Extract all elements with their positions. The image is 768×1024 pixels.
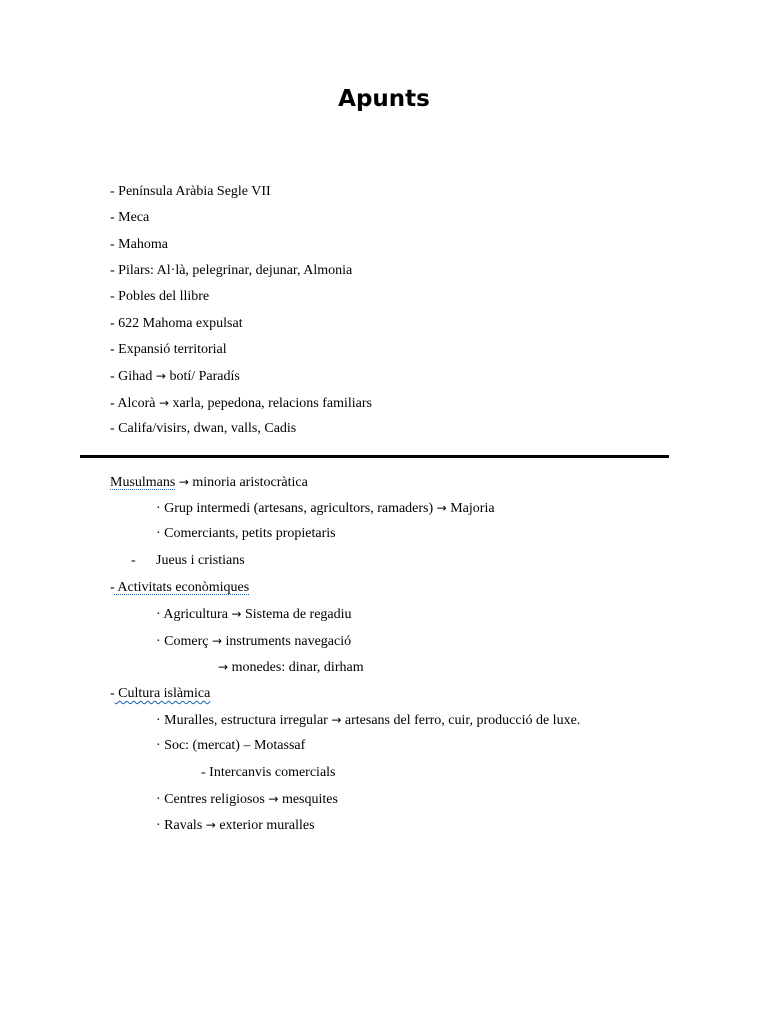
list-item: - Pobles del llibre bbox=[110, 289, 210, 304]
centres-detail: mesquites bbox=[281, 792, 338, 807]
arrow-right-icon: → bbox=[268, 792, 279, 806]
muralles-detail: artesans del ferro, cuir, producció de luxe. bbox=[344, 713, 581, 728]
comerc-label: · Comerç bbox=[156, 634, 209, 649]
list-item: · Comerciants, petits propietaris bbox=[156, 526, 336, 541]
list-item-gihad bbox=[110, 367, 240, 386]
list-item: Jueus i cristians bbox=[156, 553, 245, 568]
arrow-right-icon: → bbox=[218, 660, 229, 674]
arrow-right-icon: → bbox=[155, 369, 166, 383]
centres-label: · Centres religiosos bbox=[156, 792, 265, 807]
arrow-right-icon: → bbox=[205, 818, 216, 832]
page-title: Apunts bbox=[338, 86, 430, 112]
section-divider bbox=[80, 455, 669, 458]
cultura-heading-line bbox=[110, 685, 210, 703]
muralles-line bbox=[156, 711, 580, 730]
activitats-heading: Activitats econòmiques bbox=[114, 580, 250, 595]
cultura-heading: Cultura islàmica bbox=[114, 686, 211, 701]
comerc-detail: instruments navegació bbox=[225, 634, 352, 649]
alcora-label: - Alcorà bbox=[110, 396, 156, 411]
list-item-alcora bbox=[110, 394, 372, 413]
alcora-detail: xarla, pepedona, relacions familiars bbox=[172, 396, 372, 411]
heading-dash: - bbox=[110, 686, 115, 701]
agricultura-line bbox=[156, 605, 352, 624]
arrow-right-icon: → bbox=[211, 634, 223, 648]
grup-line bbox=[156, 499, 495, 518]
musulmans-detail: minoria aristocràtica bbox=[192, 475, 308, 490]
list-item: - Expansió territorial bbox=[110, 342, 227, 357]
arrow-right-icon: → bbox=[231, 607, 242, 621]
ravals-detail: exterior muralles bbox=[219, 818, 315, 833]
ravals-line bbox=[156, 816, 315, 835]
monedes-line bbox=[218, 658, 364, 677]
agricultura-detail: Sistema de regadiu bbox=[244, 607, 352, 622]
activitats-heading-line bbox=[110, 579, 249, 597]
list-item: - Intercanvis comercials bbox=[201, 765, 336, 780]
muralles-label: · Muralles, estructura irregular bbox=[156, 713, 328, 728]
list-item: · Soc: (mercat) – Motassaf bbox=[156, 738, 306, 753]
agricultura-label: · Agricultura bbox=[156, 607, 228, 622]
list-item: - Península Aràbia Segle VII bbox=[110, 184, 271, 199]
list-item: - 622 Mahoma expulsat bbox=[110, 316, 243, 331]
grup-label: · Grup intermedi (artesans, agricultors, ramaders) bbox=[156, 501, 434, 516]
arrow-right-icon: → bbox=[436, 501, 447, 515]
arrow-right-icon: → bbox=[158, 396, 170, 410]
grup-detail: Majoria bbox=[450, 501, 495, 516]
gihad-label: - Gihad bbox=[110, 369, 153, 384]
arrow-right-icon: → bbox=[331, 713, 342, 727]
musulmans-line bbox=[110, 473, 308, 492]
monedes-detail: monedes: dinar, dirham bbox=[231, 660, 364, 675]
musulmans-heading: Musulmans bbox=[110, 475, 176, 490]
arrow-right-icon: → bbox=[178, 475, 189, 489]
gihad-detail: botí/ Paradís bbox=[169, 369, 240, 384]
centres-line bbox=[156, 790, 338, 809]
list-item: - Meca bbox=[110, 210, 150, 225]
ravals-label: · Ravals bbox=[156, 818, 203, 833]
list-item: - Pilars: Al·là, pelegrinar, dejunar, Almonia bbox=[110, 263, 353, 278]
list-item: - Califa/visirs, dwan, valls, Cadis bbox=[110, 421, 297, 436]
comerc-line bbox=[156, 632, 351, 651]
jueus-bullet: - bbox=[131, 553, 136, 568]
heading-dash: - bbox=[110, 580, 115, 595]
list-item: - Mahoma bbox=[110, 237, 168, 252]
